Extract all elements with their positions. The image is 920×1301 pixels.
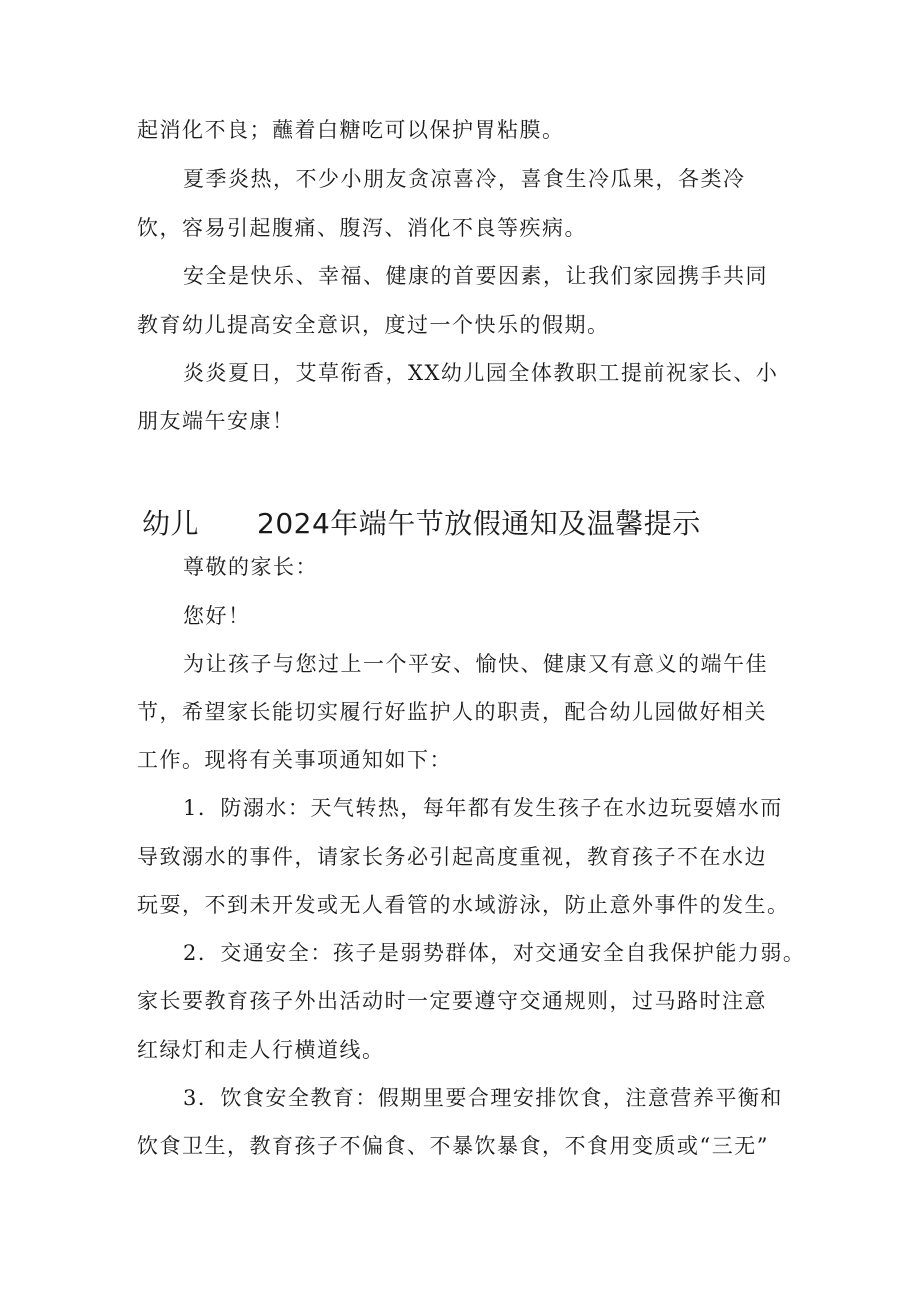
salutation: 尊敬的家长： [183, 555, 318, 579]
paragraph-line: 教育幼儿提高安全意识，度过一个快乐的假期。 [137, 313, 610, 337]
notice-title [142, 502, 842, 546]
list-item-line: 红绿灯和走人行横道线。 [137, 1038, 385, 1062]
title-text: 2024年端午节放假通知及温馨提示 [257, 507, 701, 540]
list-item-line: 玩耍，不到未开发或无人看管的水域游泳，防止意外事件的发生。 [137, 893, 790, 917]
list-item-line: 导致溺水的事件，请家长务必引起高度重视，教育孩子不在水边 [137, 845, 767, 869]
list-item-line: 1．防溺水：天气转热，每年都有发生孩子在水边玩耍嬉水而 [183, 796, 783, 820]
paragraph-line: 安全是快乐、幸福、健康的首要因素，让我们家园携手共同 [183, 264, 768, 288]
paragraph-line: 夏季炎热，不少小朋友贪凉喜冷，喜食生冷瓜果，各类冷 [183, 167, 746, 191]
paragraph-line: 节，希望家长能切实履行好监护人的职责，配合幼儿园做好相关 [137, 700, 767, 724]
paragraph-line: 起消化不良；蘸着白糖吃可以保护胃粘膜。 [137, 118, 565, 142]
paragraph-line: 朋友端午安康！ [137, 409, 295, 433]
title-prefix: 幼儿 [142, 507, 200, 540]
paragraph-line: 为让孩子与您过上一个平安、愉快、健康又有意义的端午佳 [183, 652, 768, 676]
paragraph-line: 炎炎夏日，艾草衔香，XX幼儿园全体教职工提前祝家长、小 [183, 361, 779, 385]
list-item-line: 2．交通安全：孩子是弱势群体，对交通安全自我保护能力弱。 [183, 941, 806, 965]
greeting: 您好！ [183, 604, 251, 628]
paragraph-line: 饮，容易引起腹痛、腹泻、消化不良等疾病。 [137, 216, 587, 240]
list-item-line: 3．饮食安全教育：假期里要合理安排饮食，注意营养平衡和 [183, 1086, 783, 1110]
paragraph-line: 工作。现将有关事项通知如下： [137, 748, 452, 772]
list-item-line: 家长要教育孩子外出活动时一定要遵守交通规则，过马路时注意 [137, 989, 767, 1013]
list-item-line: 饮食卫生，教育孩子不偏食、不暴饮暴食，不食用变质或“三无” [137, 1134, 769, 1158]
